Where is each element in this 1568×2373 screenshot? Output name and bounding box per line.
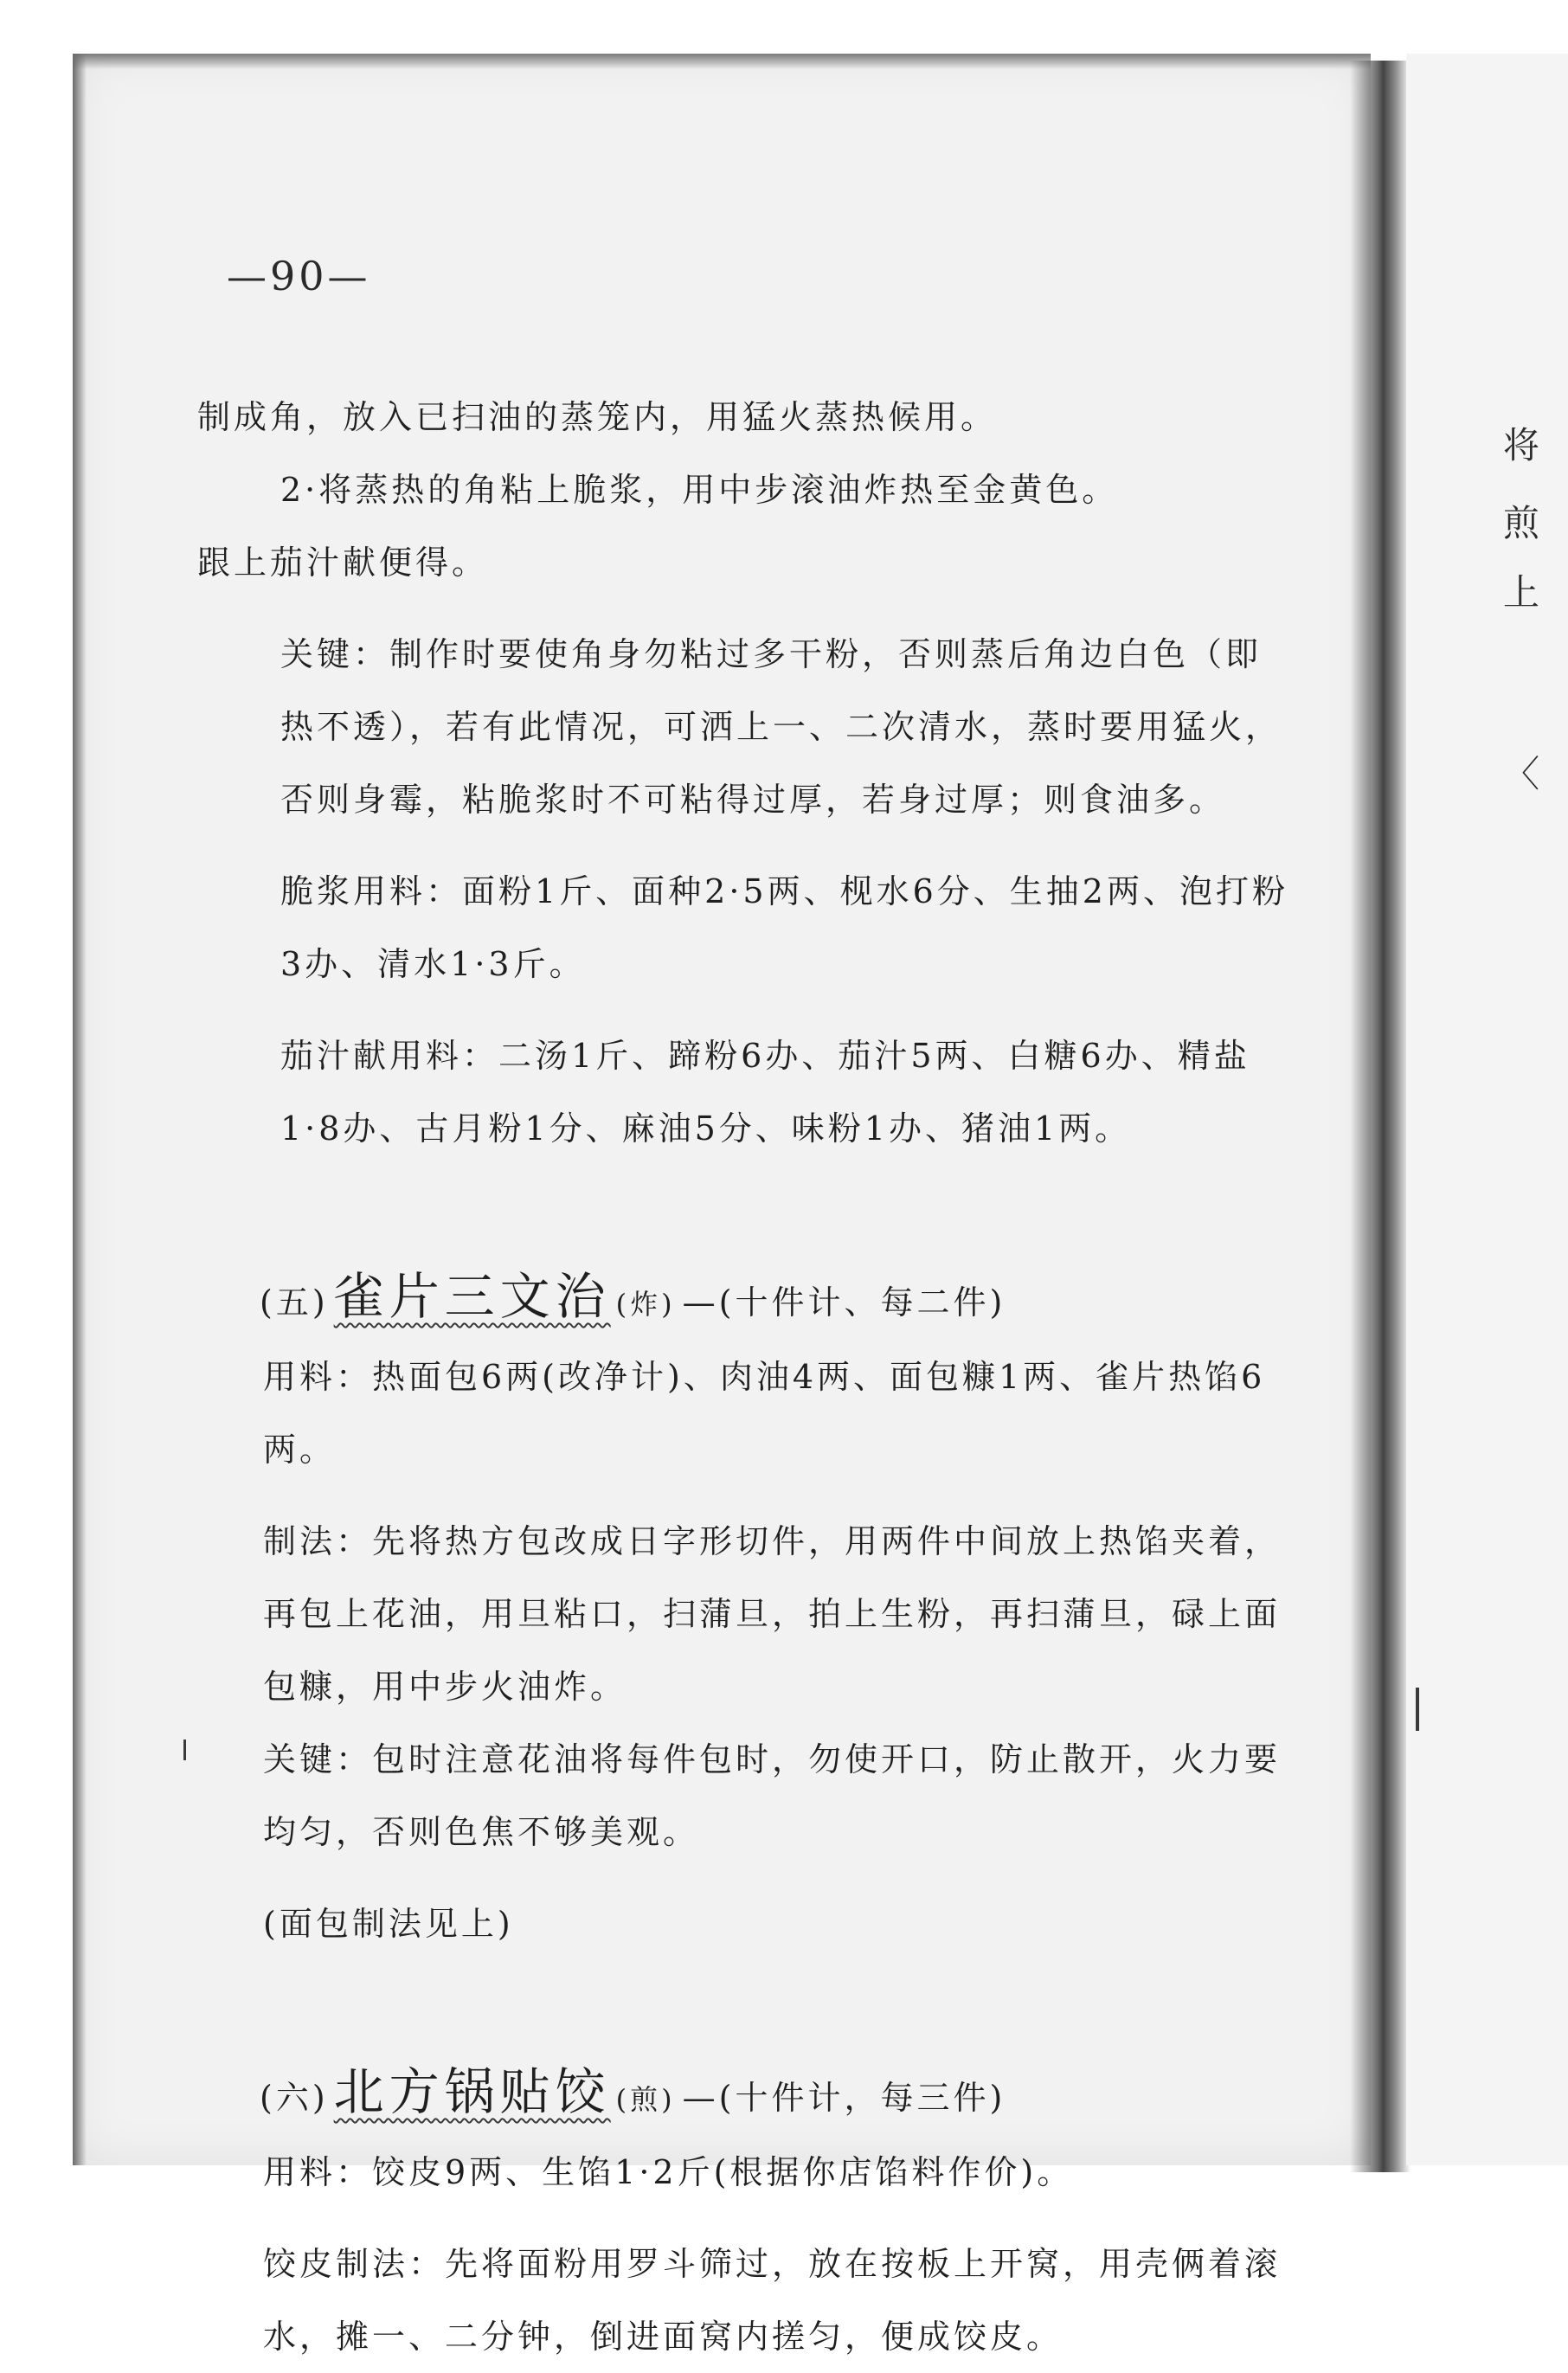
method-paragraph: 制法：先将热方包改成日字形切件，用两件中间放上热馅夹着，再包上花油，用旦粘口，扫蒲旦，拍上生粉，再扫蒲旦，碌上面包糠，用中步火油炸。 — [263, 1522, 1282, 1706]
dish-title: 北方锅贴饺 — [333, 2062, 611, 2121]
cooking-method: (炸) — [615, 1288, 676, 1321]
method-paragraph: 饺皮制法：先将面粉用罗斗筛过，放在按板上开窝，用壳俩着滚水，摊一、二分钟，倒进面窝内搓匀，便成饺皮。 — [263, 2245, 1282, 2356]
batter-ingredients-paragraph: 脆浆用料：面粉1斤、面种2·5两、枧水6分、生抽2两、泡打粉3办、清水1·3斤。 — [280, 872, 1288, 983]
cooking-method: (煎) — [615, 2083, 676, 2116]
section-heading — [197, 2055, 1289, 2136]
paragraph: 跟上茄汁献便得。 — [197, 543, 489, 582]
recipe-text — [197, 381, 1289, 2373]
paragraph: 制成角，放入已扫油的蒸笼内，用猛火蒸热候用。 — [197, 398, 998, 436]
adjacent-page-edge — [1406, 54, 1568, 2165]
page-top-shadow — [73, 54, 1371, 69]
portion-spec: —(十件计，每三件) — [682, 2079, 1006, 2117]
dish-title: 雀片三文治 — [333, 1267, 611, 1326]
adjacent-page-fragment: 煎 — [1503, 502, 1540, 544]
section-number: (五) — [260, 1283, 329, 1322]
page-left-shadow — [73, 54, 87, 2165]
ingredients-paragraph: 用料：饺皮9两、生馅1·2斤(根据你店馅料作价)。 — [263, 2153, 1074, 2191]
adjacent-page-fragment: 将 — [1503, 424, 1540, 466]
section-number: (六) — [260, 2079, 329, 2117]
note-paragraph: (面包制法见上) — [263, 1905, 514, 1943]
book-gutter-shadow — [1350, 61, 1411, 2172]
sauce-ingredients-paragraph: 茄汁献用料：二汤1斤、蹄粉6办、茄汁5两、白糖6办、精盐1·8办、古月粉1分、麻油5分、味粉1办、猪油1两。 — [280, 1037, 1250, 1148]
adjacent-page-fragment: 〈 — [1503, 753, 1540, 795]
scan-speck — [183, 1740, 186, 1760]
page-number: —90— — [227, 253, 371, 299]
scan-speck — [1416, 1688, 1419, 1731]
key-points-paragraph: 关键：包时注意花油将每件包时，勿使开口，防止散开，火力要均匀，否则色焦不够美观。 — [263, 1740, 1282, 1851]
ingredients-paragraph: 用料：热面包6两(改净计)、肉油4两、面包糠1两、雀片热馅6两。 — [263, 1358, 1266, 1469]
adjacent-page-fragment: 上 — [1503, 571, 1540, 614]
paragraph: 2·将蒸热的角粘上脆浆，用中步滚油炸热至金黄色。 — [280, 471, 1119, 509]
section-heading — [197, 1260, 1289, 1341]
key-points-paragraph: 关键：制作时要使角身勿粘过多干粉，否则蒸后角边白色（即热不透），若有此情况，可洒上一、二次清水，蒸时要用猛火，否则身霉，粘脆浆时不可粘得过厚，若身过厚；则食油多。 — [280, 635, 1282, 819]
portion-spec: —(十件计、每二件) — [682, 1283, 1006, 1322]
